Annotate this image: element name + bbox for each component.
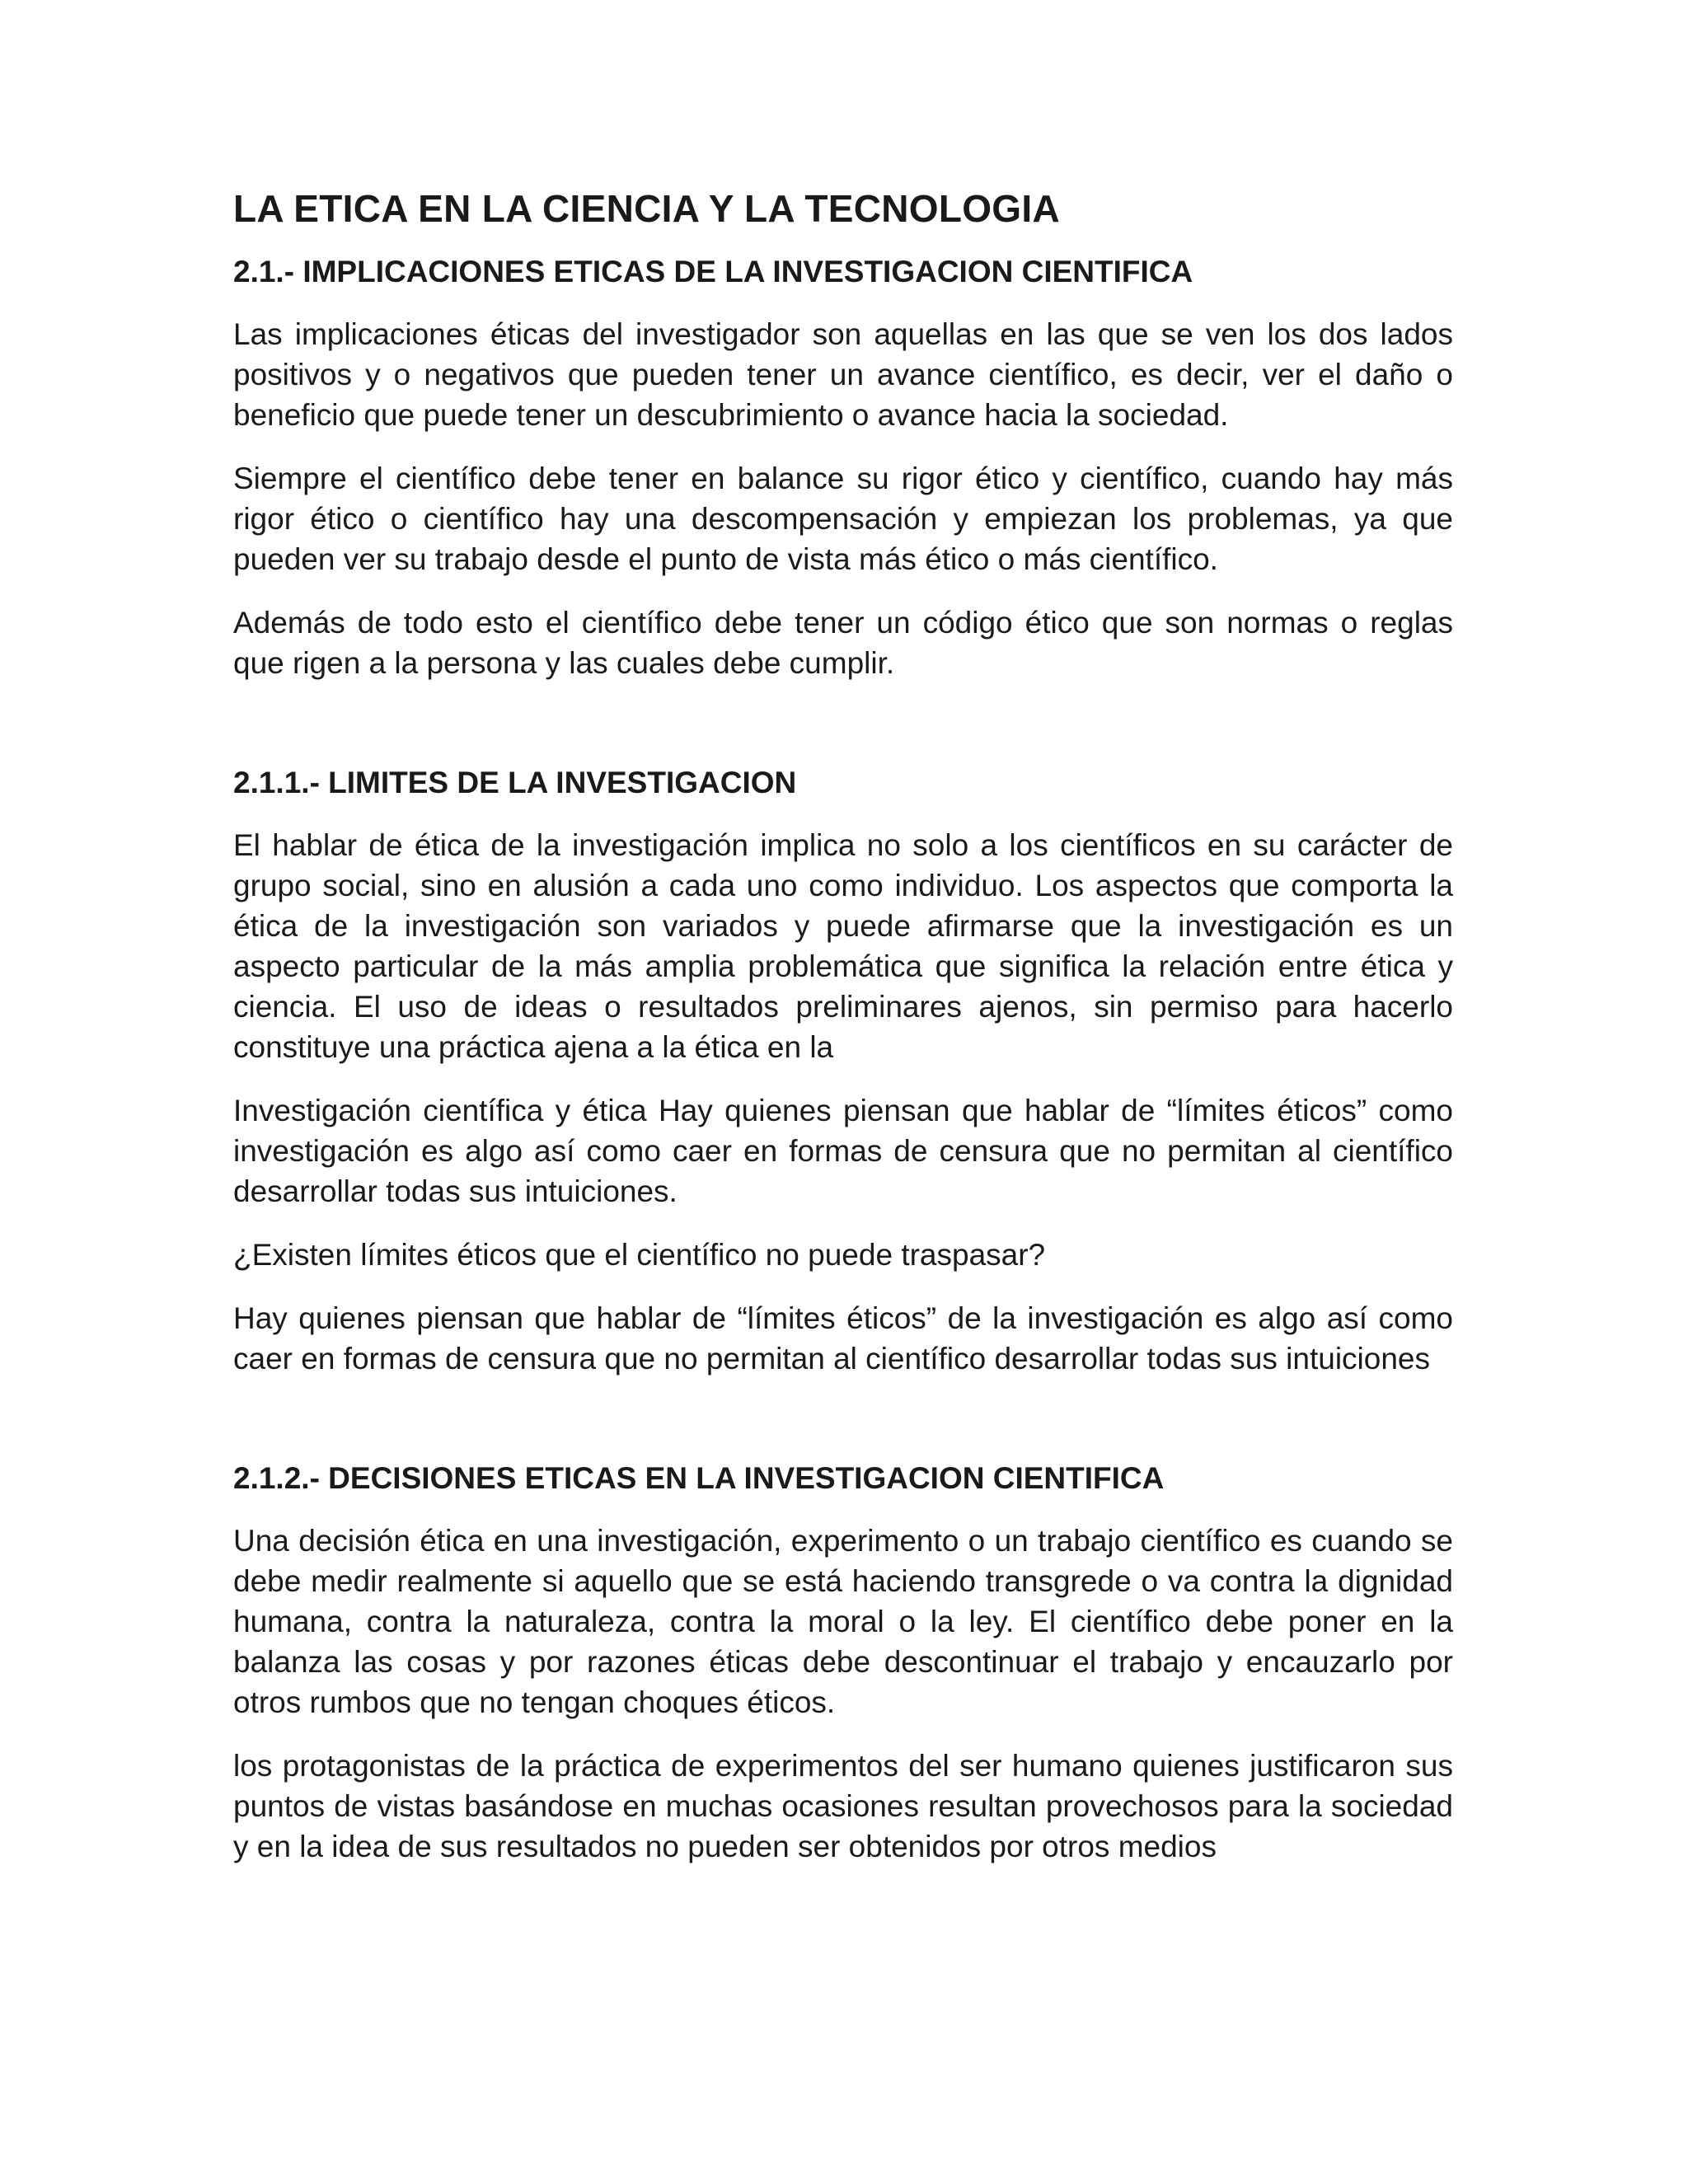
paragraph: Además de todo esto el científico debe tener un código ético que son normas o reglas que rigen a la persona y las cuales debe cumplir.: [233, 606, 1453, 680]
paragraph: Las implicaciones éticas del investigador son aquellas en las que se ven los dos lados positivos y o negativos que pueden tener un avance científico, es decir, ver el daño o beneficio que puede tener un descubrimiento o avance hacia la sociedad.: [233, 317, 1453, 432]
paragraph: los protagonistas de la práctica de experimentos del ser humano quienes justificaron sus puntos de vistas basándose en muchas ocasiones resultan provechosos para la sociedad y en la idea de sus resultados no pueden ser obtenidos por otros medios: [233, 1749, 1453, 1863]
section-heading-2-1-2: 2.1.2.- DECISIONES ETICAS EN LA INVESTIGACION CIENTIFICA: [233, 1461, 1165, 1495]
section-heading-2-1: 2.1.- IMPLICACIONES ETICAS DE LA INVESTIGACION CIENTIFICA: [233, 255, 1193, 288]
paragraph: ¿Existen límites éticos que el científico no puede traspasar?: [233, 1238, 1046, 1272]
document-page: [233, 185, 1453, 1890]
section-heading-2-1-1: 2.1.1.- LIMITES DE LA INVESTIGACION: [233, 766, 797, 799]
document-title: LA ETICA EN LA CIENCIA Y LA TECNOLOGIA: [233, 187, 1060, 230]
paragraph: El hablar de ética de la investigación implica no solo a los científicos en su carácter de grupo social, sino en alusión a cada uno como individuo. Los aspectos que comporta la ética de la investigación son variados y puede afirmarse que la investigación es un aspecto particular de la más amplia problemática que significa la relación entre ética y ciencia. El uso de ideas o resultados preliminares ajenos, sin permiso para hacerlo constituye una práctica ajena a la ética en la: [233, 828, 1453, 1064]
paragraph: Siempre el científico debe tener en balance su rigor ético y científico, cuando hay más rigor ético o científico hay una descompensación y empiezan los problemas, ya que pueden ver su trabajo desde el punto de vista más ético o más científico.: [233, 462, 1453, 576]
paragraph: Hay quienes piensan que hablar de “límites éticos” de la investigación es algo así como caer en formas de censura que no permitan al científico desarrollar todas sus intuiciones: [233, 1301, 1453, 1376]
paragraph: Investigación científica y ética Hay quienes piensan que hablar de “límites éticos” como investigación es algo así como caer en formas de censura que no permitan al científico desarrollar todas sus intuiciones.: [233, 1094, 1453, 1208]
section-spacer: [233, 1402, 1453, 1458]
section-spacer: [233, 706, 1453, 762]
paragraph: Una decisión ética en una investigación, experimento o un trabajo científico es cuando se debe medir realmente si aquello que se está haciendo transgrede o va contra la dignidad humana, contra la naturaleza, contra la moral o la ley. El científico debe poner en la balanza las cosas y por razones éticas debe descontinuar el trabajo y encauzarlo por otros rumbos que no tengan choques éticos.: [233, 1524, 1453, 1719]
